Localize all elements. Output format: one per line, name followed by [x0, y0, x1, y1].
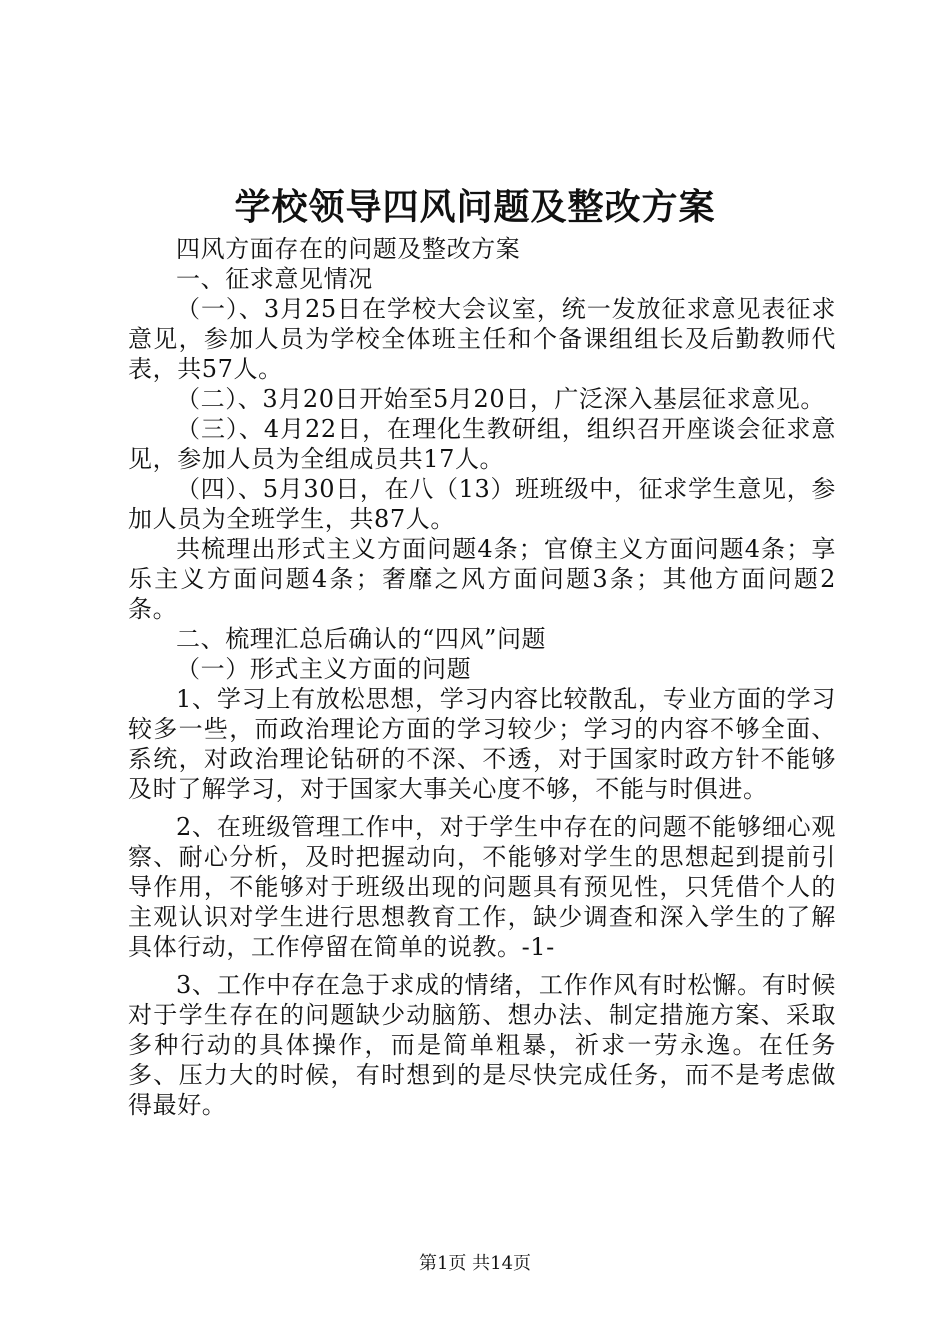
page-number-footer: 第1页 共14页: [418, 1253, 532, 1274]
paragraph-subtitle: 四风方面存在的问题及整改方案: [176, 235, 521, 263]
document-body: [128, 234, 836, 1120]
document-title: 学校领导四风问题及整改方案: [234, 186, 716, 228]
paragraph-issue-2: 2、在班级管理工作中，对于学生中存在的问题不能够细心观察、耐心分析，及时把握动向，不能够对学生的思想起到提前引导作用，不能够对于班级出现的问题具有预见性，只凭借个人的主观认识对学生进行思想教育工作，缺少调查和深入学生的了解具体行动，工作停留在简单的说教。-1-: [128, 813, 836, 961]
subsection-heading-1: （一）形式主义方面的问题: [176, 655, 472, 683]
paragraph-item-4: （四）、5月30日，在八（13）班班级中，征求学生意见，参加人员为全班学生，共87人。: [128, 475, 836, 533]
paragraph-item-2: （二）、3月20日开始至5月20日，广泛深入基层征求意见。: [176, 385, 826, 413]
paragraph-item-1: （一）、3月25日在学校大会议室，统一发放征求意见表征求意见，参加人员为学校全体班主任和个备课组组长及后勤教师代表，共57人。: [128, 295, 836, 383]
paragraph-issue-1: 1、学习上有放松思想，学习内容比较散乱，专业方面的学习较多一些，而政治理论方面的学习较少；学习的内容不够全面、系统，对政治理论钻研的不深、不透，对于国家时政方针不能够及时了解学习，对于国家大事关心度不够，不能与时俱进。: [128, 685, 836, 803]
section-heading-1: 一、征求意见情况: [176, 265, 373, 293]
paragraph-summary: 共梳理出形式主义方面问题4条；官僚主义方面问题4条；享乐主义方面问题4条；奢靡之风方面问题3条；其他方面问题2条。: [128, 535, 836, 623]
paragraph-issue-3: 3、工作中存在急于求成的情绪，工作作风有时松懈。有时候对于学生存在的问题缺少动脑筋、想办法、制定措施方案、采取多种行动的具体操作，而是简单粗暴，祈求一劳永逸。在任务多、压力大的时候，有时想到的是尽快完成任务，而不是考虑做得最好。: [128, 971, 836, 1119]
section-heading-2: 二、梳理汇总后确认的“四风”问题: [176, 625, 547, 653]
paragraph-item-3: （三）、4月22日，在理化生教研组，组织召开座谈会征求意见，参加人员为全组成员共17人。: [128, 415, 836, 473]
